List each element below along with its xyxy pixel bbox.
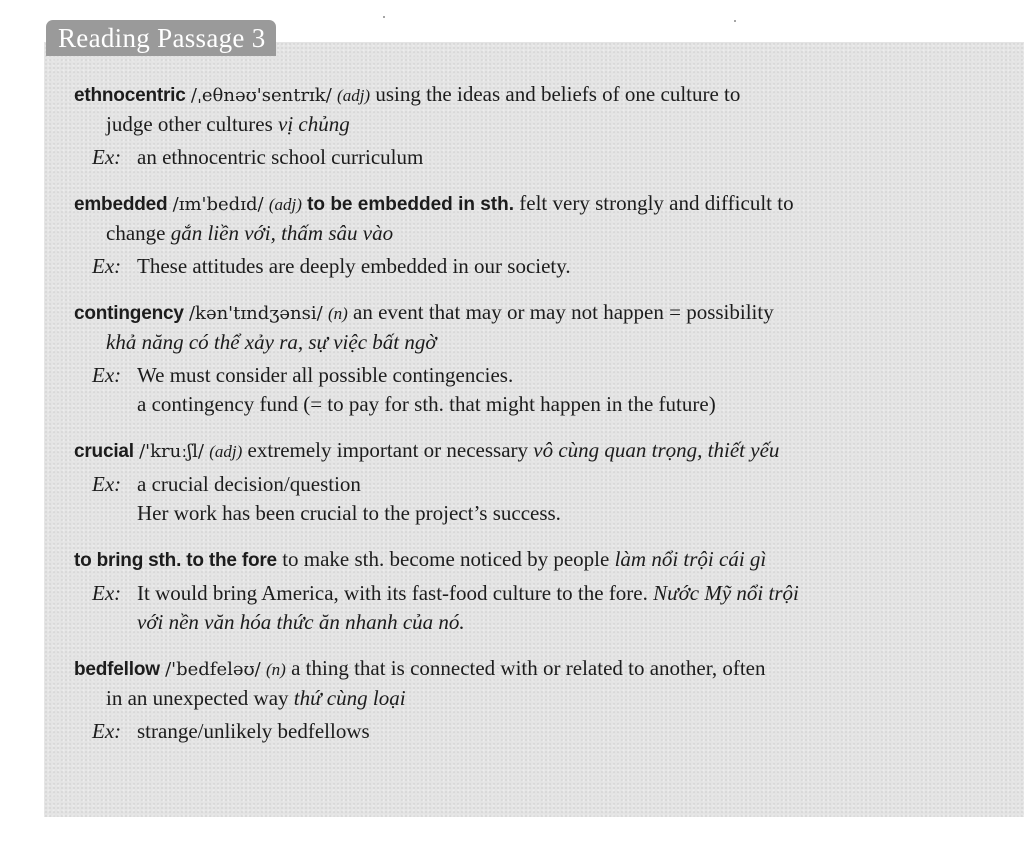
headword: contingency <box>74 303 184 324</box>
vocab-entry-ethnocentric <box>74 80 974 172</box>
example-label: Ex: <box>92 581 122 605</box>
example-text: strange/unlikely bedfellows <box>137 719 370 743</box>
example-line <box>92 361 974 390</box>
entry-continuation <box>74 110 974 139</box>
definition: a thing that is connected with or related to another, often <box>291 656 766 680</box>
entry-headline <box>74 654 974 684</box>
example-label: Ex: <box>92 472 122 496</box>
entry-continuation <box>74 219 974 248</box>
vietnamese-translation: thứ cùng loại <box>293 686 406 710</box>
example-text: It would bring America, with its fast-food culture to the fore. <box>137 581 648 605</box>
example-text: Her work has been crucial to the project’s success. <box>137 501 561 525</box>
pronunciation: /ɪm'bedɪd/ <box>172 194 264 215</box>
headword: crucial <box>74 441 134 462</box>
pronunciation: /'kruːʃl/ <box>139 441 204 462</box>
example-block <box>74 252 974 281</box>
example-label: Ex: <box>92 145 122 169</box>
definition: using the ideas and beliefs of one culture to <box>375 82 741 106</box>
definition: an event that may or may not happen = possibility <box>353 300 774 324</box>
example-text: a crucial decision/question <box>137 472 361 496</box>
example-text: These attitudes are deeply embedded in our society. <box>137 254 571 278</box>
vocab-entry-bedfellow <box>74 654 974 746</box>
example-label: Ex: <box>92 363 122 387</box>
vietnamese-translation: làm nổi trội cái gì <box>614 547 767 571</box>
example-line <box>92 143 974 172</box>
vocab-entry-crucial <box>74 436 974 528</box>
example-line <box>92 470 974 499</box>
vocab-entry-bring-to-the-fore <box>74 545 974 637</box>
pronunciation: /kən'tɪndʒənsi/ <box>188 303 323 324</box>
scan-speck <box>383 16 385 18</box>
example-line <box>92 579 974 608</box>
definition: judge other cultures <box>106 112 273 136</box>
definition: change <box>106 221 166 245</box>
part-of-speech: (adj) <box>337 86 371 105</box>
example-line <box>92 252 974 281</box>
entry-continuation <box>74 328 974 357</box>
part-of-speech: (adj) <box>268 195 302 214</box>
example-line <box>92 608 974 637</box>
headword: embedded <box>74 194 168 215</box>
part-of-speech: (n) <box>327 304 348 323</box>
definition: to make sth. become noticed by people <box>282 547 610 571</box>
example-vietnamese: với nền văn hóa thức ăn nhanh của nó. <box>137 610 465 634</box>
entry-continuation <box>74 684 974 713</box>
part-of-speech: (adj) <box>209 442 243 461</box>
example-label: Ex: <box>92 254 122 278</box>
definition: in an unexpected way <box>106 686 289 710</box>
vietnamese-translation: vô cùng quan trọng, thiết yếu <box>533 438 780 462</box>
example-vietnamese: Nước Mỹ nổi trội <box>653 581 799 605</box>
part-of-speech: (n) <box>266 660 286 679</box>
vietnamese-translation: gắn liền với, thấm sâu vào <box>170 221 394 245</box>
example-label: Ex: <box>92 719 122 743</box>
phrase: to be embedded in sth. <box>307 194 515 215</box>
example-block <box>74 143 974 172</box>
pronunciation: /'bedfeləʊ/ <box>165 659 261 680</box>
section-title-tab <box>46 20 276 56</box>
vietnamese-translation: vị chủng <box>278 112 350 136</box>
headword: bedfellow <box>74 659 160 680</box>
example-line <box>92 390 974 419</box>
headword: ethnocentric <box>74 85 186 106</box>
vocab-entry-embedded <box>74 189 974 281</box>
scan-speck <box>734 20 736 22</box>
example-line <box>92 717 974 746</box>
entry-headline <box>74 545 974 575</box>
example-text: We must consider all possible contingencies. <box>137 363 514 387</box>
entry-headline <box>74 436 974 466</box>
definition: felt very strongly and difficult to <box>519 191 794 215</box>
vietnamese-translation: khả năng có thể xảy ra, sự việc bất ngờ <box>106 330 437 354</box>
definition: extremely important or necessary <box>247 438 529 462</box>
example-text: an ethnocentric school curriculum <box>137 145 424 169</box>
example-block <box>74 361 974 419</box>
vocabulary-list <box>74 80 974 763</box>
headword: to bring sth. to the fore <box>74 550 277 571</box>
example-line <box>92 499 974 528</box>
example-block <box>74 470 974 528</box>
vocab-entry-contingency <box>74 298 974 419</box>
entry-headline <box>74 80 974 110</box>
section-title: Reading Passage 3 <box>58 22 266 53</box>
pronunciation: /ˌeθnəʊ'sentrɪk/ <box>190 85 332 106</box>
example-block <box>74 579 974 637</box>
entry-headline <box>74 298 974 328</box>
example-text: a contingency fund (= to pay for sth. that might happen in the future) <box>137 392 716 416</box>
example-block <box>74 717 974 746</box>
entry-headline <box>74 189 974 219</box>
